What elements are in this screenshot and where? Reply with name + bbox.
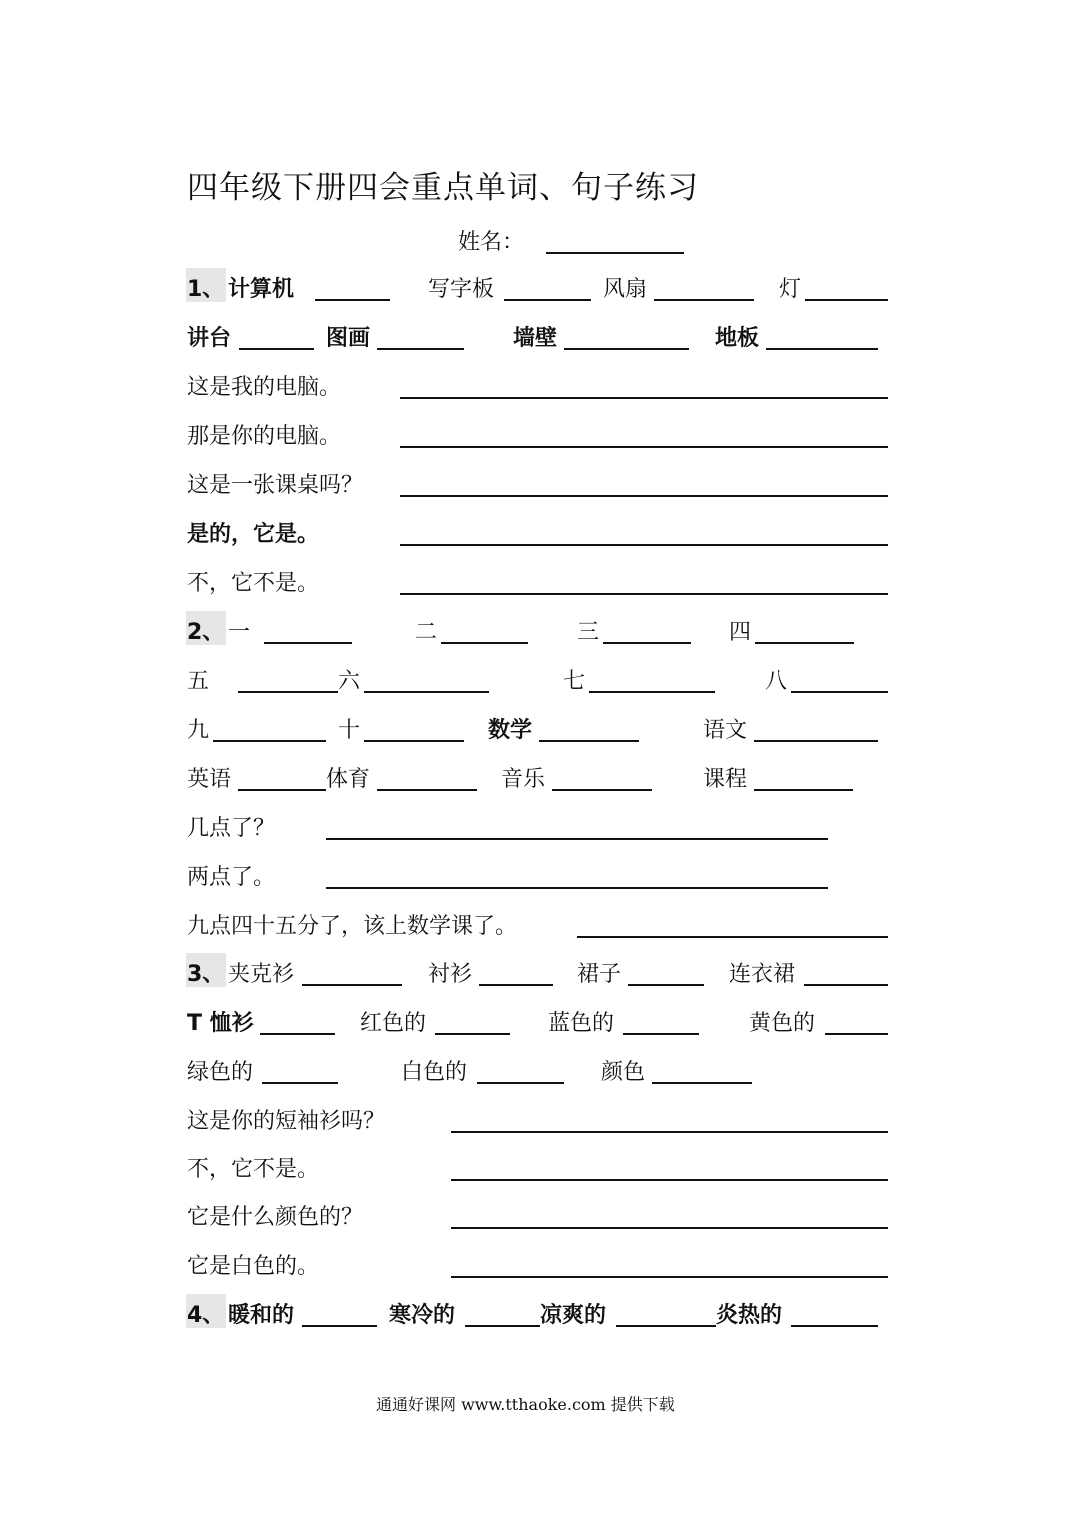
sentence-label: 这是我的电脑。 xyxy=(187,375,342,400)
word-label: 音乐 xyxy=(501,767,546,792)
word-label: 衬衫 xyxy=(428,962,473,987)
section2-row2 xyxy=(0,664,1075,713)
answer-blank[interactable] xyxy=(377,789,477,791)
word-label: 九 xyxy=(187,718,210,743)
word-label: 暖和的 xyxy=(228,1303,295,1328)
answer-blank[interactable] xyxy=(589,691,715,693)
answer-blank[interactable] xyxy=(238,691,338,693)
sentence-row xyxy=(0,1104,1075,1153)
answer-blank[interactable] xyxy=(654,299,754,301)
sentence-label: 几点了？ xyxy=(187,816,276,841)
answer-blank[interactable] xyxy=(239,348,314,350)
word-label: 黄色的 xyxy=(749,1011,816,1036)
answer-blank[interactable] xyxy=(465,1325,540,1327)
word-label: 墙壁 xyxy=(513,326,558,351)
word-label: 体育 xyxy=(326,767,371,792)
word-label: 凉爽的 xyxy=(540,1303,607,1328)
answer-blank[interactable] xyxy=(804,984,888,986)
word-label: 二 xyxy=(415,620,438,645)
answer-blank[interactable] xyxy=(616,1325,716,1327)
section-number: 4、 xyxy=(187,1303,225,1328)
answer-blank[interactable] xyxy=(755,642,854,644)
answer-line[interactable] xyxy=(326,887,828,889)
word-label: 夹克衫 xyxy=(228,962,295,987)
answer-line[interactable] xyxy=(400,446,888,448)
sentence-row xyxy=(0,468,1075,517)
word-label: 课程 xyxy=(703,767,748,792)
sentence-row xyxy=(0,1152,1075,1201)
word-label: 七 xyxy=(563,669,586,694)
word-label: 讲台 xyxy=(187,326,232,351)
answer-blank[interactable] xyxy=(213,740,326,742)
answer-blank[interactable] xyxy=(377,348,464,350)
answer-blank[interactable] xyxy=(315,299,390,301)
answer-blank[interactable] xyxy=(302,1325,377,1327)
sentence-label: 它是什么颜色的？ xyxy=(187,1205,364,1230)
section4-row1 xyxy=(0,1298,1075,1347)
section1-row1 xyxy=(0,272,1075,321)
word-label: 英语 xyxy=(187,767,232,792)
answer-blank[interactable] xyxy=(364,740,464,742)
word-label: 风扇 xyxy=(603,277,648,302)
name-field xyxy=(458,225,524,256)
answer-blank[interactable] xyxy=(302,984,402,986)
sentence-row xyxy=(0,419,1075,468)
word-label: 连衣裙 xyxy=(729,962,796,987)
sentence-label: 不，它不是。 xyxy=(187,1157,320,1182)
sentence-label: 这是你的短袖衫吗？ xyxy=(187,1109,386,1134)
sentence-row xyxy=(0,811,1075,860)
answer-blank[interactable] xyxy=(652,1082,752,1084)
answer-blank[interactable] xyxy=(477,1082,564,1084)
sentence-label: 那是你的电脑。 xyxy=(187,424,342,449)
word-label: 数学 xyxy=(488,718,533,743)
word-label: 图画 xyxy=(326,326,371,351)
answer-blank[interactable] xyxy=(791,691,888,693)
answer-blank[interactable] xyxy=(766,348,878,350)
section2-row4 xyxy=(0,762,1075,811)
section-number: 2、 xyxy=(187,620,225,645)
answer-blank[interactable] xyxy=(238,789,326,791)
answer-blank[interactable] xyxy=(539,740,639,742)
answer-line[interactable] xyxy=(451,1227,888,1229)
answer-line[interactable] xyxy=(400,544,888,546)
sentence-row xyxy=(0,909,1075,958)
answer-line[interactable] xyxy=(400,593,888,595)
name-blank[interactable] xyxy=(546,252,684,254)
word-label: 五 xyxy=(187,669,210,694)
word-label: 颜色 xyxy=(601,1060,646,1085)
answer-line[interactable] xyxy=(451,1276,888,1278)
word-label: 八 xyxy=(765,669,788,694)
answer-blank[interactable] xyxy=(552,789,652,791)
word-label: 一 xyxy=(228,620,251,645)
word-label: 四 xyxy=(729,620,752,645)
answer-blank[interactable] xyxy=(262,1082,338,1084)
section2-row1 xyxy=(0,615,1075,664)
answer-blank[interactable] xyxy=(623,1033,699,1035)
answer-blank[interactable] xyxy=(791,1325,878,1327)
answer-blank[interactable] xyxy=(504,299,591,301)
word-label: 十 xyxy=(338,718,361,743)
sentence-label: 九点四十五分了，该上数学课了。 xyxy=(187,914,518,939)
answer-line[interactable] xyxy=(451,1131,888,1133)
word-label: 裙子 xyxy=(577,962,622,987)
answer-blank[interactable] xyxy=(825,1033,888,1035)
name-label: 姓名： xyxy=(458,230,525,255)
sentence-row xyxy=(0,370,1075,419)
sentence-row xyxy=(0,566,1075,615)
answer-line[interactable] xyxy=(400,397,888,399)
word-label: 六 xyxy=(338,669,361,694)
sentence-label: 两点了。 xyxy=(187,865,276,890)
section3-row3 xyxy=(0,1055,1075,1104)
word-label: 灯 xyxy=(779,277,802,302)
answer-blank[interactable] xyxy=(441,642,528,644)
answer-blank[interactable] xyxy=(260,1033,335,1035)
word-label: 三 xyxy=(577,620,600,645)
sentence-row xyxy=(0,517,1075,566)
section-number: 1、 xyxy=(187,277,225,302)
section-number: 3、 xyxy=(187,962,225,987)
section1-row2 xyxy=(0,321,1075,370)
sentence-row xyxy=(0,1249,1075,1298)
sentence-label: 这是一张课桌吗？ xyxy=(187,473,364,498)
word-label: 绿色的 xyxy=(187,1060,254,1085)
sentence-row xyxy=(0,860,1075,909)
answer-blank[interactable] xyxy=(364,691,489,693)
word-label: 写字板 xyxy=(428,277,495,302)
word-label: 炎热的 xyxy=(716,1303,783,1328)
answer-blank[interactable] xyxy=(754,789,853,791)
answer-line[interactable] xyxy=(326,838,828,840)
answer-blank[interactable] xyxy=(264,642,352,644)
word-label: 计算机 xyxy=(228,277,295,302)
word-label: 地板 xyxy=(715,326,760,351)
word-label: 红色的 xyxy=(360,1011,427,1036)
answer-blank[interactable] xyxy=(479,984,553,986)
answer-line[interactable] xyxy=(451,1179,888,1181)
answer-line[interactable] xyxy=(577,936,888,938)
word-label: 蓝色的 xyxy=(548,1011,615,1036)
sentence-label: 不，它不是。 xyxy=(187,571,320,596)
sentence-label: 是的，它是。 xyxy=(187,522,320,547)
answer-blank[interactable] xyxy=(805,299,888,301)
word-label: T 恤衫 xyxy=(187,1011,254,1036)
answer-blank[interactable] xyxy=(603,642,691,644)
section3-row1 xyxy=(0,957,1075,1006)
sentence-label: 它是白色的。 xyxy=(187,1254,320,1279)
section2-row3 xyxy=(0,713,1075,762)
answer-blank[interactable] xyxy=(628,984,704,986)
answer-line[interactable] xyxy=(400,495,888,497)
answer-blank[interactable] xyxy=(754,740,878,742)
section3-row2 xyxy=(0,1006,1075,1055)
answer-blank[interactable] xyxy=(435,1033,510,1035)
sentence-row xyxy=(0,1200,1075,1249)
word-label: 语文 xyxy=(703,718,748,743)
footer-credit: 通通好课网 www.tthaoke.com 提供下载 xyxy=(376,1395,675,1414)
worksheet-title: 四年级下册四会重点单词、句子练习 xyxy=(187,170,699,206)
word-label: 寒冷的 xyxy=(389,1303,456,1328)
word-label: 白色的 xyxy=(401,1060,468,1085)
answer-blank[interactable] xyxy=(564,348,689,350)
